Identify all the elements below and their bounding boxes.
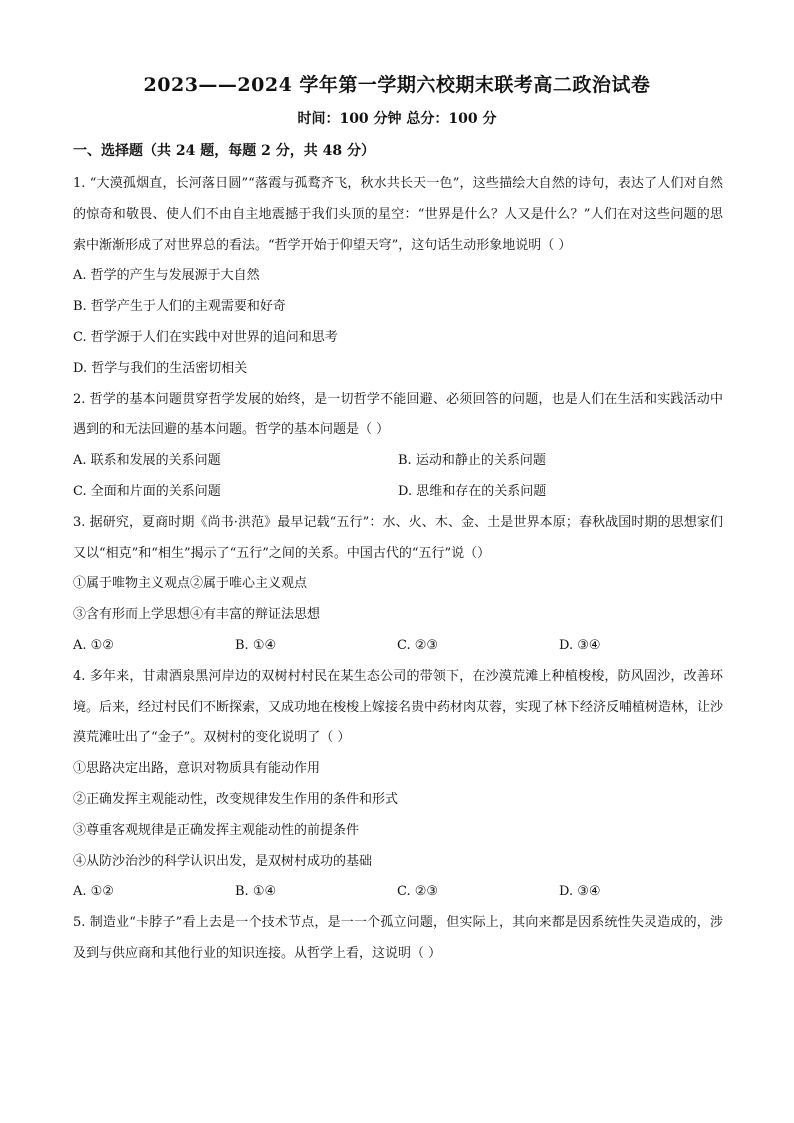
- option-d: D. ③④: [559, 884, 601, 900]
- question-stem: 3. 据研究，夏商时期《尚书·洪范》最早记载“五行”：水、火、木、金、土是世界本原；春秋战国时期的思想家们又以“相克”和“相生”揭示了“五行”之间的关系。中国古代的“五行”说（）: [73, 514, 723, 561]
- option-a: A. 联系和发展的关系问题: [73, 453, 221, 469]
- option-b: B. 哲学产生于人们的主观需要和好奇: [73, 299, 286, 315]
- question-list: [73, 169, 723, 970]
- option-c: C. ②③: [397, 637, 439, 653]
- statement-3: ③尊重客观规律是正确发挥主观能动性的前提条件: [73, 822, 360, 838]
- page-title: 2023——2024 学年第一学期六校期末联考高二政治试卷: [143, 74, 651, 96]
- question-4: [73, 662, 723, 908]
- option-b: B. 运动和静止的关系问题: [398, 453, 546, 469]
- option-a: A. ①②: [73, 637, 114, 653]
- option-c: C. ②③: [397, 884, 439, 900]
- question-1: [73, 169, 723, 385]
- option-row: [73, 877, 723, 908]
- section-heading: 一、选择题（共 24 题，每题 2 分，共 48 分）: [73, 143, 375, 159]
- option-d: D. 思维和存在的关系问题: [398, 483, 547, 499]
- option-row: [73, 477, 723, 508]
- exam-meta: 时间：100 分钟 总分：100 分: [297, 111, 497, 127]
- statement-2: ②正确发挥主观能动性，改变规律发生作用的条件和形式: [73, 791, 399, 807]
- option-d: D. 哲学与我们的生活密切相关: [73, 360, 248, 376]
- option-d: D. ③④: [559, 637, 601, 653]
- question-stem: 1. “大漠孤烟直，长河落日圆”“落霞与孤鹜齐飞，秋水共长天一色”，这些描绘大自然的诗句，表达了人们对自然的惊奇和敬畏、使人们不由自主地震撼于我们头顶的星空：“世界是什么？人又是什么？”人们在对这些问题的思索中渐渐形成了对世界总的看法。“哲学开始于仰望天穹”，这句话生动形象地说明（ ）: [73, 176, 723, 253]
- option-a: A. ①②: [73, 884, 114, 900]
- statement-group-1: ①属于唯物主义观点②属于唯心主义观点: [73, 576, 308, 592]
- statement-1: ①思路决定出路，意识对物质具有能动作用: [73, 761, 321, 777]
- option-row: [73, 631, 723, 662]
- option-b: B. ①④: [235, 884, 277, 900]
- question-2: [73, 385, 723, 508]
- option-b: B. ①④: [235, 637, 277, 653]
- option-a: A. 哲学的产生与发展源于大自然: [73, 268, 260, 284]
- option-row: [73, 446, 723, 477]
- question-stem: 4. 多年来，甘肃酒泉黑河岸边的双树村村民在某生态公司的带领下，在沙漠荒滩上种植梭梭，防风固沙，改善环境。后来，经过村民们不断探索，又成功地在梭梭上嫁接名贵中药材肉苁蓉，实现了林下经济反哺植树造林，让沙漠荒滩吐出了“金子”。双树村的变化说明了（ ）: [73, 668, 724, 746]
- option-c: C. 哲学源于人们在实践中对世界的追问和思考: [73, 329, 338, 345]
- statement-group-2: ③含有形而上学思想④有丰富的辩证法思想: [73, 607, 321, 623]
- statement-4: ④从防沙治沙的科学认识出发，是双树村成功的基础: [73, 853, 373, 869]
- question-5: [73, 908, 723, 970]
- question-stem: 5. 制造业“卡脖子”看上去是一个技术节点，是一一个孤立问题，但实际上，其向来都是因系统性失灵造成的，涉及到与供应商和其他行业的知识连接。从哲学上看，这说明（ ）: [73, 915, 723, 961]
- option-c: C. 全面和片面的关系问题: [73, 483, 221, 499]
- question-stem: 2. 哲学的基本问题贯穿哲学发展的始终，是一切哲学不能回避、必须回答的问题，也是人们在生活和实践活动中遇到的和无法回避的基本问题。哲学的基本问题是（ ）: [73, 391, 723, 438]
- question-3: [73, 508, 723, 662]
